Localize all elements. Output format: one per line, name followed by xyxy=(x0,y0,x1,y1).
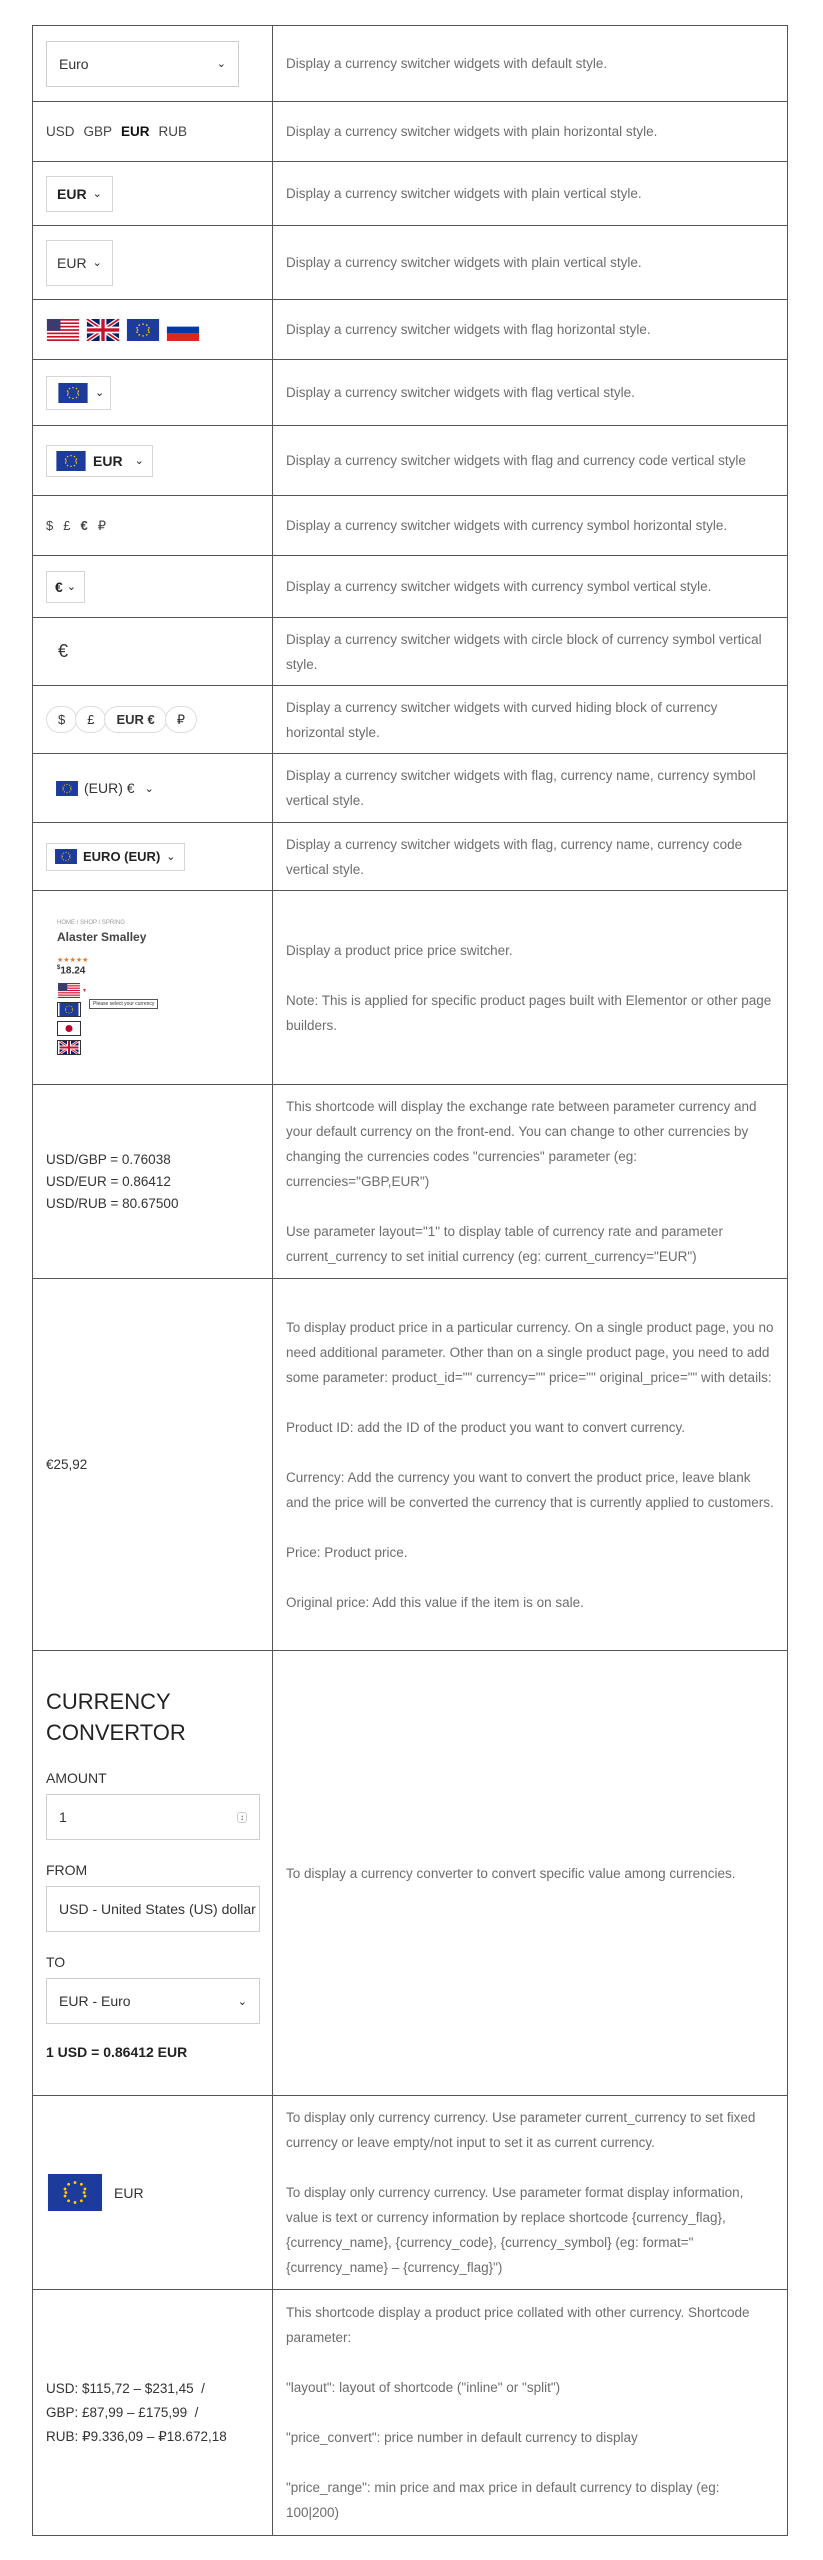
table-row xyxy=(33,823,787,891)
row-description: Display a currency switcher widgets with flag horizontal style. xyxy=(286,322,651,337)
currency-pill-gbp[interactable]: £ xyxy=(75,706,106,733)
row-description: Display a currency switcher widgets with flag, currency name, currency code vertical style. xyxy=(286,836,743,877)
currency-dropdown-value: EUR xyxy=(57,254,87,271)
flag-code-dropdown[interactable] xyxy=(46,445,153,477)
flag-dropdown[interactable] xyxy=(46,376,111,410)
uk-flag-icon[interactable] xyxy=(57,1040,81,1055)
description-cell xyxy=(273,618,787,685)
table-row xyxy=(33,1651,787,2096)
row-description: To display only currency currency. Use parameter current_currency to set fixed currency or leave empty/not input to set it as current currency. xyxy=(286,2110,756,2150)
widget-cell xyxy=(33,1279,273,1650)
currency-option-gbp[interactable]: £ xyxy=(63,518,71,533)
currency-dropdown-value: (EUR) € xyxy=(84,780,135,796)
description-cell xyxy=(273,2096,787,2289)
currency-dropdown-value: € xyxy=(55,578,63,595)
description-cell xyxy=(273,686,787,753)
widget-cell xyxy=(33,754,273,822)
row-note: To display only currency currency. Use parameter format display information, value is text or currency information by replace shortcode {currency_flag}, {currency_name}, {currency_code}, {currency_symbol} (eg: format="{currency_name} – {currency_flag}") xyxy=(286,2185,744,2275)
chevron-down-icon: ⌄ xyxy=(134,455,144,467)
currency-option-usd[interactable]: USD xyxy=(46,124,75,139)
chevron-down-icon: ⌄ xyxy=(216,58,226,70)
table-row xyxy=(33,556,787,618)
flag-switcher-list xyxy=(57,983,86,998)
currency-dropdown[interactable] xyxy=(46,240,113,286)
currency-converter xyxy=(33,1651,273,2095)
eu-flag-icon xyxy=(55,451,87,471)
table-row xyxy=(33,300,787,360)
eu-flag-icon xyxy=(55,849,77,864)
row-description: Display a product price price switcher. xyxy=(286,942,513,958)
row-note: Price: Product price. xyxy=(286,1544,408,1560)
chevron-down-icon: ⌄ xyxy=(95,387,105,399)
widget-cell xyxy=(33,226,273,299)
collated-price-line: GBP: £87,99 – £175,99 / xyxy=(46,2404,199,2420)
table-row xyxy=(33,426,787,496)
table-row xyxy=(33,618,787,686)
japan-flag-icon[interactable] xyxy=(57,1021,81,1036)
us-flag-icon[interactable] xyxy=(46,319,80,341)
row-description: This shortcode display a product price collated with other currency. Shortcode parameter: xyxy=(286,2305,750,2345)
from-select[interactable] xyxy=(46,1886,260,1932)
table-row xyxy=(33,754,787,823)
row-description: Display a currency switcher widgets with flag and currency code vertical style xyxy=(286,453,746,468)
table-row xyxy=(33,891,787,1085)
table-row xyxy=(33,162,787,226)
collated-price-line: RUB: ₽9.336,09 – ₽18.672,18 xyxy=(46,2428,227,2444)
row-description: Display a currency switcher widgets with flag vertical style. xyxy=(286,385,635,400)
widget-cell xyxy=(33,823,273,890)
description-cell xyxy=(273,426,787,495)
description-cell xyxy=(273,891,787,1084)
widget-cell xyxy=(33,360,273,425)
description-cell xyxy=(273,1651,787,2095)
row-description: Display a currency switcher widgets with plain vertical style. xyxy=(286,255,642,270)
table-row xyxy=(33,1279,787,1651)
flag-name-dropdown[interactable] xyxy=(46,843,185,871)
shortcode-table xyxy=(32,25,788,2536)
chevron-down-icon: ⌄ xyxy=(66,581,77,593)
currency-dropdown-value: Euro xyxy=(59,55,89,72)
breadcrumb: HOME / SHOP / SPRING xyxy=(57,920,125,927)
description-cell xyxy=(273,1085,787,1278)
table-row xyxy=(33,226,787,300)
currency-option-eur[interactable]: € xyxy=(80,518,88,533)
table-row xyxy=(33,2096,787,2290)
currency-dropdown-value: EUR xyxy=(93,452,123,469)
row-description: This shortcode will display the exchange rate between parameter currency and your default currency on the front-end. You can change to other currencies by changing the currencies codes "currencies" parameter (eg: currencies="GBP,EUR") xyxy=(286,1099,757,1189)
widget-cell xyxy=(33,1085,273,1278)
description-cell xyxy=(273,226,787,299)
widget-cell xyxy=(33,686,273,753)
row-note: "price_convert": price number in default currency to display xyxy=(286,2430,638,2445)
symbol-dropdown[interactable] xyxy=(46,571,85,603)
row-description: Display a currency switcher widgets with circle block of currency symbol vertical style. xyxy=(286,631,762,672)
amount-input[interactable] xyxy=(46,1794,260,1840)
flag-switcher-option xyxy=(57,1002,158,1017)
amount-label: AMOUNT xyxy=(46,1770,107,1786)
widget-cell xyxy=(33,300,273,359)
product-title: Alaster Smalley xyxy=(57,930,147,945)
currency-dropdown[interactable] xyxy=(46,176,113,212)
table-row xyxy=(33,686,787,754)
chevron-down-icon: ⌄ xyxy=(237,1995,247,2008)
from-label: FROM xyxy=(46,1862,88,1878)
to-label: TO xyxy=(46,1954,66,1970)
currency-option-gbp[interactable]: GBP xyxy=(83,124,113,139)
widget-cell xyxy=(33,556,273,617)
widget-cell xyxy=(33,26,273,101)
eu-flag-icon[interactable] xyxy=(126,319,160,341)
currency-option-rub[interactable]: ₽ xyxy=(97,517,106,533)
uk-flag-icon[interactable] xyxy=(86,319,120,341)
currency-circle-symbol[interactable]: € xyxy=(58,641,69,661)
widget-cell xyxy=(33,496,273,555)
row-note: Original price: Add this value if the item is on sale. xyxy=(286,1594,584,1610)
currency-dropdown[interactable] xyxy=(46,41,239,87)
table-row xyxy=(33,102,787,162)
table-row xyxy=(33,1085,787,1279)
table-row xyxy=(33,496,787,556)
description-cell xyxy=(273,2290,787,2535)
currency-dropdown-value: EUR xyxy=(57,185,87,202)
description-cell xyxy=(273,1279,787,1650)
row-description: Display a currency switcher widgets with plain vertical style. xyxy=(286,186,642,201)
to-select[interactable] xyxy=(46,1978,260,2024)
eu-flag-icon[interactable] xyxy=(57,1002,81,1017)
description-cell xyxy=(273,823,787,890)
widget-cell xyxy=(33,102,273,161)
description-cell xyxy=(273,102,787,161)
currency-code: EUR xyxy=(114,2184,144,2201)
row-note: "price_range": min price and max price in default currency to display (eg: 100|200) xyxy=(286,2480,720,2520)
table-row xyxy=(33,26,787,102)
us-flag-icon[interactable] xyxy=(57,983,81,998)
currency-option-rub[interactable]: RUB xyxy=(158,124,188,139)
description-cell xyxy=(273,360,787,425)
converter-title: CURRENCY CONVERTOR xyxy=(46,1689,186,1745)
from-value: USD - United States (US) dollar xyxy=(59,1901,256,1917)
row-note: Use parameter layout="1" to display table of currency rate and parameter current_currency to set initial currency (eg: current_currency="EUR") xyxy=(286,1224,723,1264)
spinner-icon[interactable]: ↕ xyxy=(237,1812,247,1823)
tooltip: Please select your currency xyxy=(89,999,158,1009)
row-description: Display a currency switcher widgets with currency symbol horizontal style. xyxy=(286,518,728,533)
row-description: Display a currency switcher widgets with flag, currency name, currency symbol vertical style. xyxy=(286,768,756,808)
currency-pill-usd[interactable]: $ xyxy=(46,706,77,733)
row-note: Currency: Add the currency you want to convert the product price, leave blank and the price will be converted the currency that is currently applied to customers. xyxy=(286,1469,774,1510)
widget-cell xyxy=(33,2096,273,2289)
widget-cell xyxy=(33,162,273,225)
exchange-rate-line: USD/EUR = 0.86412 xyxy=(46,1173,171,1189)
russia-flag-icon[interactable] xyxy=(166,319,200,341)
widget-cell xyxy=(33,891,273,1084)
row-description: To display a currency converter to convert specific value among currencies. xyxy=(286,1865,736,1881)
row-description: Display a currency switcher widgets with curved hiding block of currency horizontal style. xyxy=(286,699,718,740)
dropdown-indicator-icon: ▾ xyxy=(83,987,87,994)
price-amount: 18.24 xyxy=(60,965,86,977)
product-price xyxy=(57,965,85,976)
row-description: Display a currency switcher widgets with default style. xyxy=(286,56,608,71)
row-description: Display a currency switcher widgets with currency symbol vertical style. xyxy=(286,579,712,594)
description-cell xyxy=(273,300,787,359)
description-cell xyxy=(273,754,787,822)
description-cell xyxy=(273,26,787,101)
row-description: Display a currency switcher widgets with plain horizontal style. xyxy=(286,124,658,139)
currency-option-usd[interactable]: $ xyxy=(46,518,54,533)
chevron-down-icon: ⌄ xyxy=(92,188,102,200)
to-value: EUR - Euro xyxy=(59,1993,131,2009)
chevron-down-icon: ⌄ xyxy=(166,851,176,863)
widget-cell xyxy=(33,2290,273,2535)
exchange-rate-line: USD/GBP = 0.76038 xyxy=(46,1151,171,1167)
chevron-down-icon: ⌄ xyxy=(92,257,102,269)
currency-option-eur[interactable]: EUR xyxy=(121,124,150,139)
currency-pill-rub[interactable]: ₽ xyxy=(165,706,197,733)
eu-flag-icon xyxy=(46,2174,104,2211)
exchange-rate-line: USD/RUB = 80.67500 xyxy=(46,1195,179,1211)
currency-pill-eur[interactable]: EUR € xyxy=(104,706,166,733)
description-cell xyxy=(273,162,787,225)
description-cell xyxy=(273,496,787,555)
price-currency-symbol: $ xyxy=(57,965,61,972)
eu-flag-icon xyxy=(57,383,89,403)
collated-price-line: USD: $115,72 – $231,45 / xyxy=(46,2380,205,2396)
row-note: Product ID: add the ID of the product you want to convert currency. xyxy=(286,1419,685,1435)
rating-stars: ★★★★★ xyxy=(57,957,89,965)
conversion-result: 1 USD = 0.86412 EUR xyxy=(46,2044,188,2060)
widget-cell xyxy=(33,618,273,685)
description-cell xyxy=(273,556,787,617)
table-row xyxy=(33,360,787,426)
currency-dropdown-value: EURO (EUR) xyxy=(83,849,161,864)
amount-value: 1 xyxy=(59,1809,67,1825)
chevron-down-icon: ⌄ xyxy=(144,782,154,795)
table-row xyxy=(33,2290,787,2535)
converted-price: €25,92 xyxy=(46,1457,88,1472)
widget-cell xyxy=(33,426,273,495)
flag-symbol-dropdown[interactable] xyxy=(56,780,154,796)
eu-flag-icon xyxy=(56,781,78,796)
row-note: Note: This is applied for specific product pages built with Elementor or other page builders. xyxy=(286,992,772,1033)
row-note: "layout": layout of shortcode ("inline" or "split") xyxy=(286,2380,561,2395)
row-description: To display product price in a particular currency. On a single product page, you no need additional parameter. Other than on a single product page, you need to add some parameter: product_id="" currency="" price="" original_price="" with details: xyxy=(286,1319,774,1385)
